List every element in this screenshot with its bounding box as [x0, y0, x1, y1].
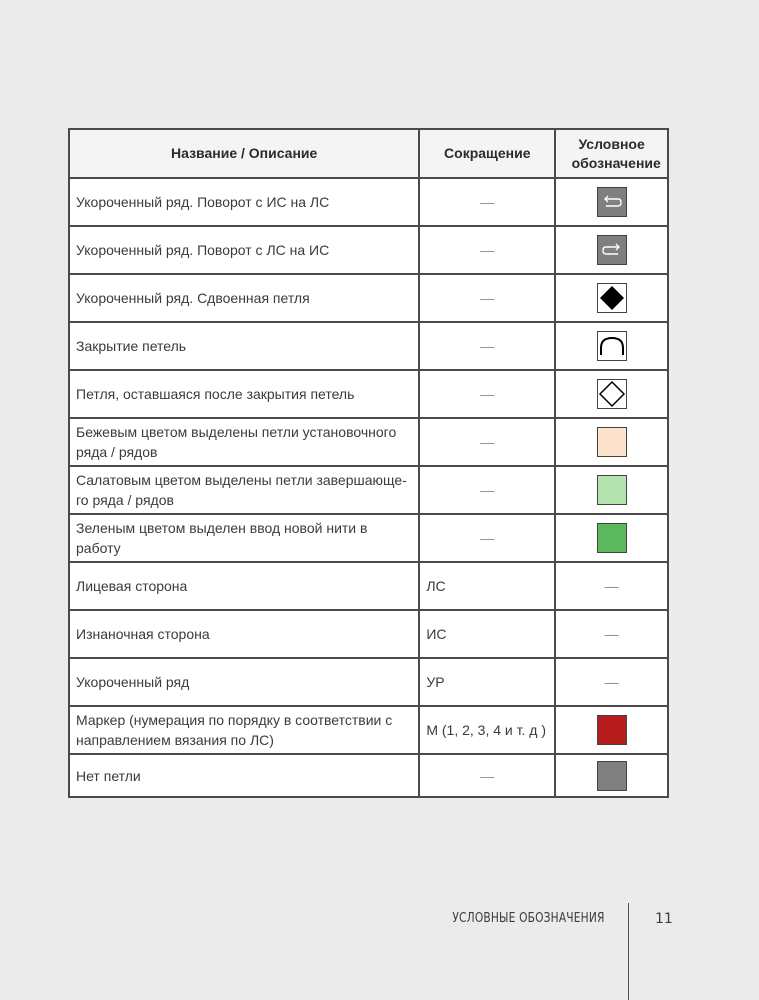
table-row [69, 370, 668, 418]
table-row [69, 322, 668, 370]
row-name: Лицевая сторона [69, 562, 419, 610]
row-symbol [555, 754, 668, 797]
light-green-swatch [597, 475, 627, 505]
arch-icon [597, 331, 627, 361]
table-row [69, 754, 668, 797]
row-name: Салатовым цветом выделены петли завершающе-го ряда / рядов [69, 466, 419, 514]
row-symbol [555, 274, 668, 322]
row-symbol [555, 706, 668, 754]
row-abbreviation: — [419, 418, 555, 466]
header-symbol-label: Условное обозначение [571, 135, 661, 171]
green-swatch [597, 523, 627, 553]
row-symbol: — [555, 658, 668, 706]
row-abbreviation: — [419, 466, 555, 514]
row-name: Маркер (нумерация по порядку в соответствии с направлением вязания по ЛС) [69, 706, 419, 754]
header-symbol [555, 129, 668, 178]
row-abbreviation: М (1, 2, 3, 4 и т. д ) [419, 706, 555, 754]
turn-back-arrow-icon [597, 187, 627, 217]
table-row [69, 562, 668, 610]
table-row [69, 658, 668, 706]
table-row [69, 610, 668, 658]
row-abbreviation: — [419, 754, 555, 797]
row-abbreviation: — [419, 322, 555, 370]
table-row [69, 514, 668, 562]
row-symbol [555, 322, 668, 370]
row-symbol [555, 466, 668, 514]
row-symbol [555, 514, 668, 562]
row-name: Укороченный ряд. Поворот с ЛС на ИС [69, 226, 419, 274]
turn-forward-arrow-icon [597, 235, 627, 265]
row-name: Укороченный ряд [69, 658, 419, 706]
row-symbol [555, 178, 668, 226]
row-abbreviation: ИС [419, 610, 555, 658]
table-row [69, 178, 668, 226]
row-name: Изнаночная сторона [69, 610, 419, 658]
row-abbreviation: — [419, 370, 555, 418]
beige-swatch [597, 427, 627, 457]
table-row [69, 706, 668, 754]
row-symbol [555, 418, 668, 466]
row-name: Укороченный ряд. Поворот с ИС на ЛС [69, 178, 419, 226]
red-swatch [597, 715, 627, 745]
row-symbol: — [555, 610, 668, 658]
row-symbol [555, 226, 668, 274]
row-name: Укороченный ряд. Сдвоенная петля [69, 274, 419, 322]
table-row [69, 274, 668, 322]
gray-swatch [597, 761, 627, 791]
row-abbreviation: — [419, 226, 555, 274]
row-abbreviation: — [419, 514, 555, 562]
header-name: Название / Описание [69, 129, 419, 178]
footer-divider [628, 903, 629, 1000]
row-name: Бежевым цветом выделены петли установочного ряда / рядов [69, 418, 419, 466]
row-name: Закрытие петель [69, 322, 419, 370]
page-number: 11 [655, 911, 673, 927]
row-symbol: — [555, 562, 668, 610]
filled-diamond-icon [597, 283, 627, 313]
table-header-row [69, 129, 668, 178]
table-row [69, 226, 668, 274]
outline-diamond-icon [597, 379, 627, 409]
table-row [69, 466, 668, 514]
legend-table [68, 128, 669, 798]
row-abbreviation: — [419, 274, 555, 322]
header-abbreviation: Сокращение [419, 129, 555, 178]
footer-section-title: УСЛОВНЫЕ ОБОЗНАЧЕНИЯ [452, 911, 605, 926]
table-row [69, 418, 668, 466]
row-abbreviation: УР [419, 658, 555, 706]
row-name: Зеленым цветом выделен ввод новой нити в работу [69, 514, 419, 562]
row-abbreviation: ЛС [419, 562, 555, 610]
row-abbreviation: — [419, 178, 555, 226]
row-name: Петля, оставшаяся после закрытия петель [69, 370, 419, 418]
row-name: Нет петли [69, 754, 419, 797]
row-symbol [555, 370, 668, 418]
